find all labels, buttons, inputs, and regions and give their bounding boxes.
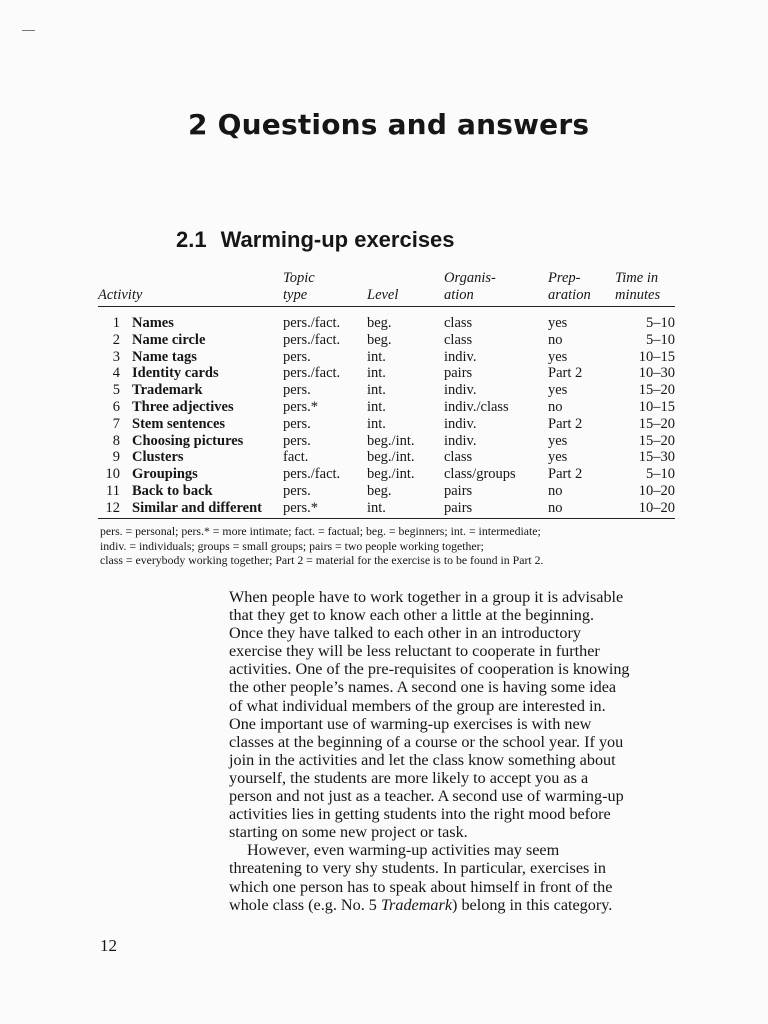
preparation-cell: yes: [548, 348, 568, 365]
organisation-cell: indiv.: [444, 415, 477, 432]
table-row: [98, 500, 675, 518]
header-preparation: [548, 270, 615, 307]
table-row: [98, 483, 675, 500]
activity-name: Choosing pictures: [132, 432, 244, 449]
header-activity: Activity: [98, 287, 143, 303]
time-cell: 15–20: [638, 432, 675, 449]
activity-name: Clusters: [132, 449, 184, 466]
text-run: ) belong in this category.: [452, 895, 613, 914]
activity-number: 2: [112, 331, 120, 348]
activity-name: Name tags: [132, 348, 197, 365]
text-line: of what individual members of the group are interested in.: [229, 696, 606, 715]
preparation-cell: yes: [548, 315, 568, 331]
header-time-line2: minutes: [615, 287, 661, 303]
paragraph-2-last-line: [229, 896, 673, 914]
organisation-cell: class/groups: [444, 466, 516, 483]
text-line: exercise they will be less reluctant to cooperate in further: [229, 642, 600, 661]
table-row: [98, 416, 675, 433]
activity-name: Similar and different: [132, 499, 262, 516]
body-text: [229, 588, 673, 914]
legend-line: class = everybody working together; Part 2 = material for the exercise is to be found in Part 2.: [100, 553, 544, 568]
text-line: join in the activities and let the class know something about: [229, 750, 616, 769]
preparation-cell: Part 2: [548, 466, 583, 483]
table-row: [98, 449, 675, 466]
time-cell: 10–20: [638, 482, 675, 499]
time-cell: 5–10: [646, 315, 675, 331]
topic-type-cell: pers.: [283, 415, 311, 432]
activity-number: 8: [112, 432, 120, 449]
level-cell: beg.: [367, 315, 392, 331]
text-line: However, even warming-up activities may seem: [247, 841, 560, 860]
table-row: [98, 349, 675, 366]
organisation-cell: class: [444, 315, 473, 331]
section-title-text: Warming-up exercises: [220, 227, 455, 252]
organisation-cell: pairs: [444, 365, 473, 382]
text-line: When people have to work together in a group it is advisable: [229, 588, 624, 606]
topic-type-cell: pers.*: [283, 398, 319, 415]
header-topic-type: [283, 270, 367, 307]
activity-number: 4: [112, 365, 120, 382]
header-preparation-line2: aration: [548, 287, 591, 303]
preparation-cell: Part 2: [548, 415, 583, 432]
topic-type-cell: pers./fact.: [283, 466, 341, 483]
text-line: classes at the beginning of a course or the school year. If you: [229, 732, 624, 751]
text-line: yourself, the students are more likely to accept you as a: [229, 768, 589, 787]
preparation-cell: no: [548, 499, 563, 516]
activity-name: Stem sentences: [132, 415, 226, 432]
header-time: [615, 270, 675, 307]
text-line: Once they have talked to each other in an introductory: [229, 624, 581, 643]
organisation-cell: class: [444, 449, 473, 466]
text-line: person and not just as a teacher. A second use of warming-up: [229, 787, 624, 806]
time-cell: 10–20: [638, 499, 675, 516]
organisation-cell: indiv.: [444, 348, 477, 365]
organisation-cell: indiv.: [444, 432, 477, 449]
legend-line: pers. = personal; pers.* = more intimate; fact. = factual; beg. = beginners; int. = intermediate;: [100, 524, 541, 538]
level-cell: int.: [367, 398, 386, 415]
preparation-cell: yes: [548, 382, 568, 399]
activity-name: Names: [132, 315, 174, 331]
level-cell: beg.: [367, 331, 392, 348]
level-cell: beg./int.: [367, 449, 415, 466]
header-organisation: [444, 270, 548, 307]
header-organisation-line2: ation: [444, 287, 474, 303]
activity-number: 5: [112, 382, 120, 399]
organisation-cell: indiv./class: [444, 398, 509, 415]
level-cell: beg./int.: [367, 432, 415, 449]
text-line: One important use of warming-up exercises is with new: [229, 714, 592, 733]
text-line: which one person has to speak about himself in front of the: [229, 877, 613, 896]
topic-type-cell: pers.: [283, 482, 311, 499]
text-line: the other people’s names. A second one is having some idea: [229, 678, 617, 697]
organisation-cell: pairs: [444, 482, 473, 499]
time-cell: 10–15: [638, 398, 675, 415]
activity-number: 10: [105, 466, 120, 483]
topic-type-cell: pers./fact.: [283, 331, 341, 348]
activities-table-body: [98, 307, 675, 519]
table-legend: [100, 524, 680, 568]
table-row: [98, 399, 675, 416]
level-cell: int.: [367, 499, 386, 516]
organisation-cell: pairs: [444, 499, 473, 516]
level-cell: beg./int.: [367, 466, 415, 483]
header-topic-type-line1: Topic: [283, 270, 315, 286]
table-header-row: [98, 270, 675, 307]
chapter-title: 2 Questions and answers: [188, 108, 590, 141]
paragraph-1: [229, 588, 673, 841]
scan-mark: [22, 30, 35, 31]
preparation-cell: yes: [548, 432, 568, 449]
activities-table: [98, 270, 675, 519]
activity-number: 1: [112, 315, 120, 331]
section-number: 2.1: [176, 227, 207, 252]
italic-title-trademark: Trademark: [380, 895, 453, 914]
preparation-cell: no: [548, 482, 563, 499]
time-cell: 10–30: [638, 365, 675, 382]
paragraph-2: [229, 841, 673, 895]
table-row: [98, 365, 675, 382]
time-cell: 15–20: [638, 415, 675, 432]
level-cell: int.: [367, 382, 386, 399]
header-topic-type-line2: type: [283, 287, 308, 303]
text-line: that they get to know each other a little at the beginning.: [229, 606, 595, 625]
activity-name: Groupings: [132, 466, 198, 483]
level-cell: int.: [367, 365, 386, 382]
topic-type-cell: pers.: [283, 432, 311, 449]
text-line: activities. One of the pre-requisites of cooperation is knowing: [229, 660, 630, 679]
preparation-cell: no: [548, 331, 563, 348]
page-number: 12: [100, 936, 117, 955]
legend-line: indiv. = individuals; groups = small groups; pairs = two people working together;: [100, 538, 484, 553]
table-row: [98, 433, 675, 450]
activity-number: 3: [112, 348, 120, 365]
preparation-cell: yes: [548, 449, 568, 466]
level-cell: int.: [367, 348, 386, 365]
table-row: [98, 332, 675, 349]
table-row: [98, 307, 675, 332]
preparation-cell: no: [548, 398, 563, 415]
table-row: [98, 382, 675, 399]
preparation-cell: Part 2: [548, 365, 583, 382]
topic-type-cell: pers./fact.: [283, 365, 341, 382]
text-line: starting on some new project or task.: [229, 823, 468, 842]
header-time-line1: Time in: [615, 270, 659, 286]
text-run: whole class (e.g. No. 5: [229, 895, 381, 914]
time-cell: 5–10: [646, 466, 675, 483]
activity-number: 6: [112, 398, 120, 415]
activity-number: 9: [112, 449, 120, 466]
topic-type-cell: pers.: [283, 348, 311, 365]
topic-type-cell: fact.: [283, 449, 309, 466]
time-cell: 15–30: [638, 449, 675, 466]
time-cell: 5–10: [646, 331, 675, 348]
header-level: Level: [367, 287, 399, 303]
activity-number: 7: [112, 415, 120, 432]
time-cell: 15–20: [638, 382, 675, 399]
text-line: activities lies in getting students into the right mood before: [229, 805, 611, 824]
level-cell: beg.: [367, 482, 392, 499]
topic-type-cell: pers.: [283, 382, 311, 399]
organisation-cell: indiv.: [444, 382, 477, 399]
topic-type-cell: pers./fact.: [283, 315, 341, 331]
section-title: [176, 227, 455, 253]
activity-name: Three adjectives: [132, 398, 234, 415]
organisation-cell: class: [444, 331, 473, 348]
activity-name: Identity cards: [132, 365, 219, 382]
activity-name: Trademark: [132, 382, 203, 399]
activity-name: Name circle: [132, 331, 206, 348]
activity-number: 11: [106, 482, 120, 499]
table-row: [98, 466, 675, 483]
activity-name: Back to back: [132, 482, 213, 499]
text-line: threatening to very shy students. In particular, exercises in: [229, 859, 606, 878]
topic-type-cell: pers.*: [283, 499, 319, 516]
activity-number: 12: [105, 499, 120, 516]
time-cell: 10–15: [638, 348, 675, 365]
header-preparation-line1: Prep-: [548, 270, 581, 286]
level-cell: int.: [367, 415, 386, 432]
header-organisation-line1: Organis-: [444, 270, 496, 286]
